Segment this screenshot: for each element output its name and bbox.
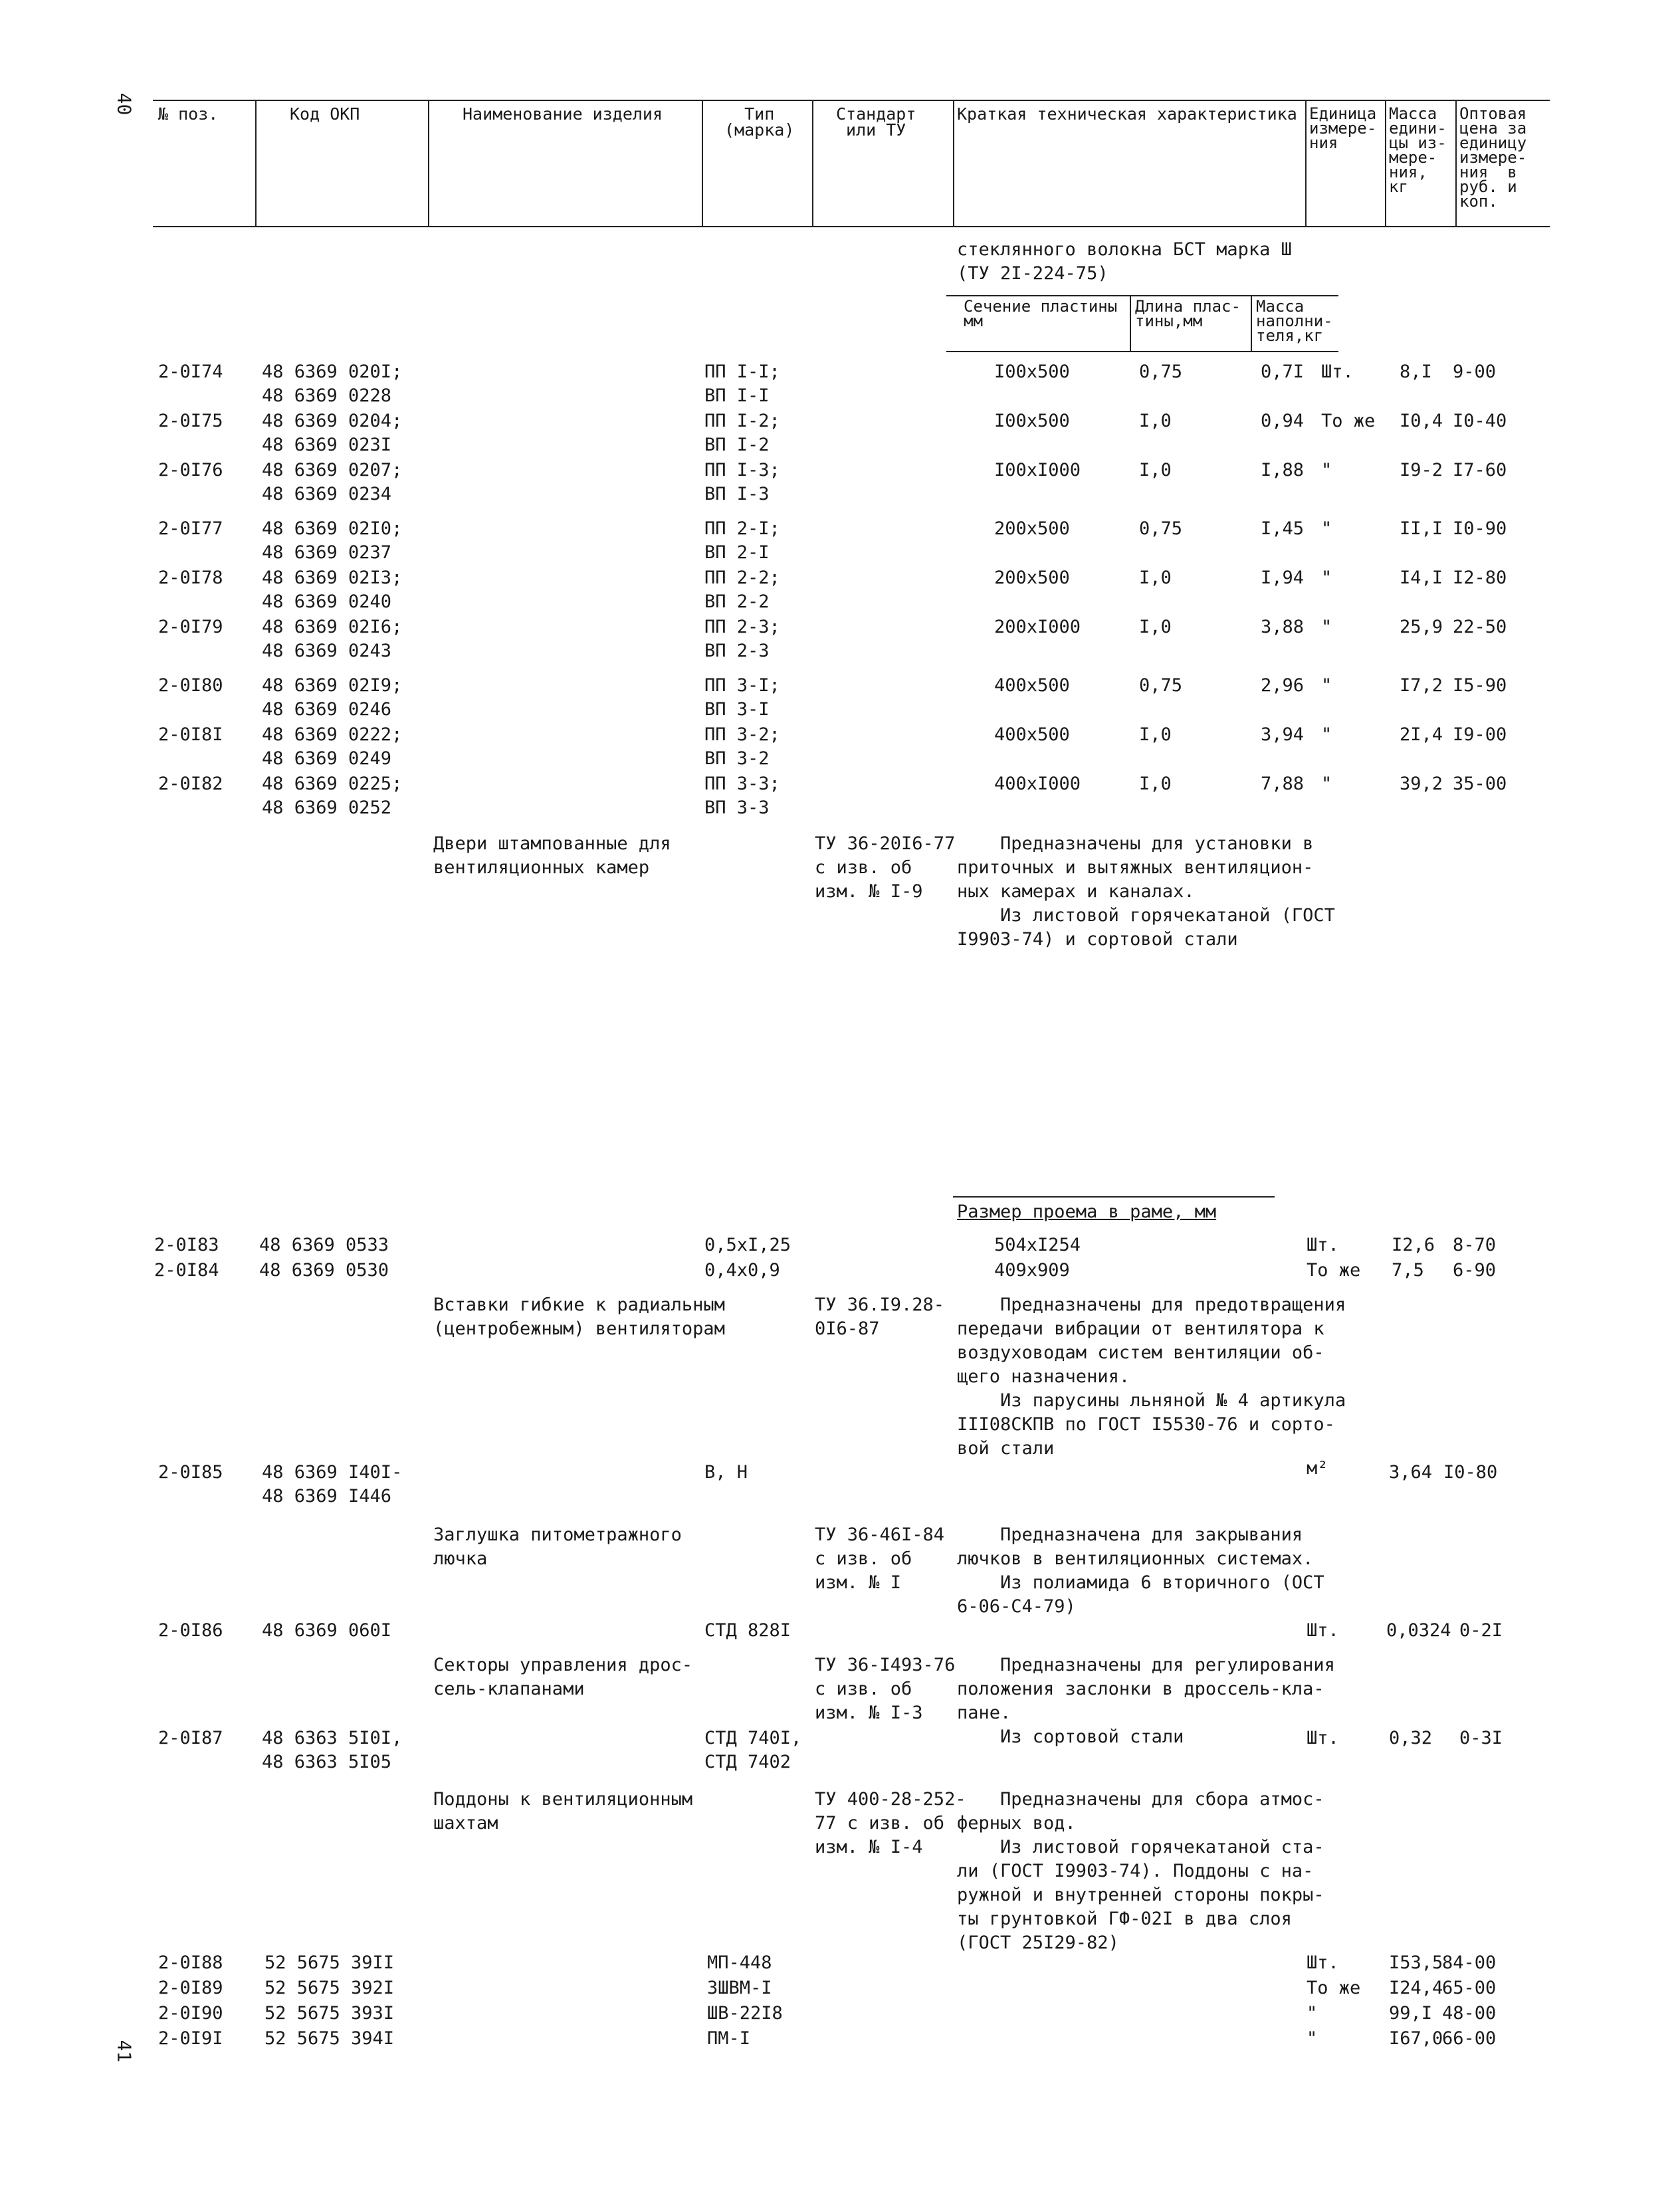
row-pos: 2-0I8I	[158, 724, 223, 745]
row-pos: 2-0I79	[158, 617, 223, 637]
row-length: I,0	[1139, 724, 1172, 745]
row-price: I7-60	[1453, 460, 1507, 480]
row-section: 400x500	[994, 675, 1070, 696]
row-unit: "	[1321, 774, 1332, 794]
row-okp: 48 6369 02I3; 48 6369 0240	[262, 568, 403, 612]
row-unit: Шт.	[1307, 1728, 1339, 1748]
row-section: 200x500	[994, 568, 1070, 588]
row-section: I00x500	[994, 411, 1070, 431]
row-pos: 2-0I88	[158, 1952, 223, 1973]
row-mass: I24,4	[1389, 1978, 1443, 1998]
row-length: I,0	[1139, 617, 1172, 637]
subheader-mass: Масса наполни- теля,кг	[1256, 297, 1333, 345]
row-mass: 0,0324	[1386, 1620, 1451, 1641]
row-okp: 48 6369 0530	[259, 1260, 389, 1281]
header-top-rule	[153, 100, 1550, 101]
inserts-description: Предназначены для предотвращения передачи вибрации от вентилятора к воздуховодам систем вентиляции об- щего назначения. Из парусины льняной № 4 артикула III08СКПВ по ГОСТ I5530-76 и сорто- вой стали	[957, 1295, 1346, 1459]
doors-name: Двери штампованные для вентиляционных камер	[433, 833, 671, 878]
row-unit: "	[1321, 675, 1332, 696]
trays-name: Поддоны к вентиляционным шахтам	[433, 1789, 693, 1833]
doors-standard: ТУ 36-20I6-77 с изв. об изм. № I-9	[815, 833, 956, 902]
row-okp: 48 6369 02I0; 48 6369 0237	[262, 518, 403, 563]
row-filler-mass: 7,88	[1260, 774, 1304, 794]
row-type: МП-448	[707, 1952, 772, 1973]
row-pos: 2-0I84	[154, 1260, 219, 1281]
header-type: Тип (марка)	[724, 104, 795, 140]
header-pos: № поз.	[158, 104, 219, 124]
row-okp: 52 5675 393I	[264, 2003, 395, 2024]
row-mass: 7,5	[1392, 1260, 1424, 1281]
header-mass: Масса едини- цы из- мере- ния, кг	[1389, 104, 1447, 196]
row-unit: То же	[1321, 411, 1376, 431]
inserts-standard: ТУ 36.I9.28- 0I6-87	[815, 1295, 945, 1339]
row-pos: 2-0I82	[158, 774, 223, 794]
row-mass: 3,64	[1389, 1462, 1433, 1483]
row-mass: 8,I	[1400, 362, 1432, 382]
row-section: 200x500	[994, 518, 1070, 539]
row-filler-mass: 3,88	[1260, 617, 1304, 637]
row-type: ПП 2-I; ВП 2-I	[704, 518, 780, 563]
row-filler-mass: 0,7I	[1260, 362, 1304, 382]
row-okp: 48 6369 0533	[259, 1235, 389, 1255]
row-unit: "	[1321, 518, 1332, 539]
row-price: 0-2I	[1459, 1620, 1503, 1641]
subheader-section: Сечение пластины мм	[964, 297, 1118, 330]
row-pos: 2-0I77	[158, 518, 223, 539]
row-mass: I53,5	[1389, 1952, 1443, 1973]
row-price: I9-00	[1453, 724, 1507, 745]
row-unit: "	[1321, 617, 1332, 637]
row-size: 409x909	[994, 1260, 1070, 1281]
row-price: 48-00	[1442, 2003, 1497, 2024]
row-okp: 48 6369 0222; 48 6369 0249	[262, 724, 403, 769]
row-unit: "	[1321, 724, 1332, 745]
row-pos: 2-0I85	[158, 1462, 223, 1483]
row-section: I00xI000	[994, 460, 1081, 480]
row-length: I,0	[1139, 774, 1172, 794]
row-mass: I2,6	[1392, 1235, 1435, 1255]
inserts-name: Вставки гибкие к радиальным (центробежным) вентиляторам	[433, 1295, 725, 1339]
sub-divider	[1130, 295, 1131, 351]
row-okp: 48 6369 02I6; 48 6369 0243	[262, 617, 403, 661]
header-unit: Единица измере- ния	[1309, 104, 1377, 152]
row-mass: I0,4	[1400, 411, 1443, 431]
sub-divider	[1251, 295, 1252, 351]
plug-description: Предназначена для закрывания лючков в вентиляционных системах. Из полиамида 6 вторичного (ОСТ 6-06-С4-79)	[957, 1524, 1324, 1617]
doors-size-header: Размер проема в раме, мм	[957, 1202, 1217, 1222]
col-divider	[1305, 100, 1307, 226]
col-divider	[953, 100, 954, 226]
row-price: 8-70	[1453, 1235, 1497, 1255]
row-price: I5-90	[1453, 675, 1507, 696]
row-mass: I4,I	[1400, 568, 1443, 588]
sectors-name: Секторы управления дрос- сель-клапанами	[433, 1655, 693, 1699]
row-filler-mass: I,88	[1260, 460, 1304, 480]
page-number-bottom: 41	[113, 2040, 136, 2063]
row-filler-mass: 2,96	[1260, 675, 1304, 696]
row-okp: 48 6369 I40I- 48 6369 I446	[262, 1462, 403, 1507]
row-pos: 2-0I89	[158, 1978, 223, 1998]
size-header-top-rule	[953, 1196, 1275, 1198]
row-mass: 2I,4	[1400, 724, 1443, 745]
row-price: 6-90	[1453, 1260, 1497, 1281]
row-type: ПП 3-I; ВП 3-I	[704, 675, 780, 720]
row-okp: 48 6369 0204; 48 6369 023I	[262, 411, 403, 455]
header-brief: Краткая техническая характеристика	[957, 104, 1297, 124]
header-name: Наименование изделия	[463, 104, 663, 124]
row-unit: "	[1307, 2003, 1318, 2024]
row-price: 35-00	[1453, 774, 1507, 794]
row-type: ПМ-I	[707, 2028, 751, 2049]
subheader-length: Длина плас- тины,мм	[1135, 297, 1241, 330]
row-price: 22-50	[1453, 617, 1507, 637]
row-section: I00x500	[994, 362, 1070, 382]
row-type: 0,4x0,9	[704, 1260, 780, 1281]
row-length: I,0	[1139, 411, 1172, 431]
row-okp: 52 5675 394I	[264, 2028, 395, 2049]
row-type: ШВ-22I8	[707, 2003, 783, 2024]
row-pos: 2-0I86	[158, 1620, 223, 1641]
header-price: Оптовая цена за единицу измере- ния в руб. и коп.	[1459, 104, 1527, 211]
row-type: ПП 3-3; ВП 3-3	[704, 774, 780, 818]
row-unit: "	[1307, 2028, 1318, 2049]
row-length: 0,75	[1139, 675, 1183, 696]
row-okp: 52 5675 39II	[264, 1952, 395, 1973]
trays-description: Предназначены для сбора атмос- ферных вод. Из листовой горячекатаной ста- ли (ГОСТ I9903-74). Поддоны с на- ружной и внутренней стороны покры- ты грунтовкой ГФ-02I в два слоя (ГОСТ 25I29-82)	[957, 1789, 1324, 1953]
subheader-top-rule	[946, 295, 1338, 296]
header-standard: Стандарт или ТУ	[836, 104, 916, 140]
row-price: I0-90	[1453, 518, 1507, 539]
plug-name: Заглушка питометражного лючка	[433, 1524, 682, 1569]
row-filler-mass: I,45	[1260, 518, 1304, 539]
row-length: I,0	[1139, 568, 1172, 588]
row-type: ПП I-I; ВП I-I	[704, 362, 780, 406]
col-divider	[255, 100, 257, 226]
row-price: I0-80	[1443, 1462, 1498, 1483]
row-length: 0,75	[1139, 362, 1183, 382]
row-pos: 2-0I83	[154, 1235, 219, 1255]
row-unit: "	[1321, 460, 1332, 480]
row-price: 65-00	[1442, 1978, 1497, 1998]
row-okp: 52 5675 392I	[264, 1978, 395, 1998]
row-okp: 48 6369 020I; 48 6369 0228	[262, 362, 403, 406]
col-divider	[1385, 100, 1386, 226]
row-section: 200xI000	[994, 617, 1081, 637]
row-type: ЗШВМ-I	[707, 1978, 772, 1998]
row-mass: I7,2	[1400, 675, 1443, 696]
row-mass: I67,0	[1389, 2028, 1443, 2049]
row-unit: То же	[1307, 1260, 1361, 1281]
row-price: 9-00	[1453, 362, 1497, 382]
row-type: ПП 2-2; ВП 2-2	[704, 568, 780, 612]
section-intro: стеклянного волокна БСТ марка Ш (ТУ 2I-224-75)	[957, 239, 1292, 284]
row-filler-mass: I,94	[1260, 568, 1304, 588]
row-pos: 2-0I90	[158, 2003, 223, 2024]
row-pos: 2-0I74	[158, 362, 223, 382]
row-type: ПП I-2; ВП I-2	[704, 411, 780, 455]
row-unit: Шт.	[1307, 1235, 1339, 1255]
row-unit: Шт.	[1307, 1620, 1339, 1641]
row-type: СТД 740I, СТД 7402	[704, 1728, 802, 1772]
row-price: 0-3I	[1459, 1728, 1503, 1748]
row-okp: 48 6369 02I9; 48 6369 0246	[262, 675, 403, 720]
sectors-standard: ТУ 36-I493-76 с изв. об изм. № I-3	[815, 1655, 956, 1723]
row-size: 504xI254	[994, 1235, 1081, 1255]
col-divider	[1455, 100, 1457, 226]
row-mass: 25,9	[1400, 617, 1443, 637]
row-pos: 2-0I78	[158, 568, 223, 588]
header-bottom-rule	[153, 226, 1550, 227]
row-unit: То же	[1307, 1978, 1361, 1998]
row-pos: 2-0I87	[158, 1728, 223, 1748]
row-type: 0,5xI,25	[704, 1235, 791, 1255]
row-price: I0-40	[1453, 411, 1507, 431]
row-okp: 48 6369 060I	[262, 1620, 392, 1641]
row-type: ПП I-3; ВП I-3	[704, 460, 780, 504]
row-pos: 2-0I75	[158, 411, 223, 431]
plug-standard: ТУ 36-46I-84 с изв. об изм. № I	[815, 1524, 945, 1593]
row-section: 400xI000	[994, 774, 1081, 794]
row-section: 400x500	[994, 724, 1070, 745]
row-type: ПП 2-3; ВП 2-3	[704, 617, 780, 661]
row-type: ПП 3-2; ВП 3-2	[704, 724, 780, 769]
header-okp: Код ОКП	[290, 104, 360, 124]
row-filler-mass: 0,94	[1260, 411, 1304, 431]
col-divider	[428, 100, 429, 226]
row-unit: м²	[1307, 1458, 1328, 1479]
row-type: СТД 828I	[704, 1620, 791, 1641]
row-mass: 39,2	[1400, 774, 1443, 794]
row-unit: "	[1321, 568, 1332, 588]
page-number-top: 40	[113, 92, 136, 116]
row-okp: 48 6369 0225; 48 6369 0252	[262, 774, 403, 818]
row-mass: I9-2	[1400, 460, 1443, 480]
row-price: I2-80	[1453, 568, 1507, 588]
row-unit: Шт.	[1307, 1952, 1339, 1973]
row-price: 66-00	[1442, 2028, 1497, 2049]
row-pos: 2-0I9I	[158, 2028, 223, 2049]
subheader-bottom-rule	[946, 351, 1338, 352]
row-mass: 0,32	[1389, 1728, 1433, 1748]
col-divider	[702, 100, 703, 226]
row-length: I,0	[1139, 460, 1172, 480]
row-okp: 48 6363 5I0I, 48 6363 5I05	[262, 1728, 403, 1772]
row-filler-mass: 3,94	[1260, 724, 1304, 745]
trays-standard: ТУ 400-28-252- 77 с изв. об изм. № I-4	[815, 1789, 966, 1857]
row-mass: II,I	[1400, 518, 1443, 539]
row-price: 84-00	[1442, 1952, 1497, 1973]
row-type: В, Н	[704, 1462, 748, 1483]
sectors-description: Предназначены для регулирования положения заслонки в дроссель-кла- пане. Из сортовой стали	[957, 1655, 1335, 1747]
row-unit: Шт.	[1321, 362, 1354, 382]
row-okp: 48 6369 0207; 48 6369 0234	[262, 460, 403, 504]
col-divider	[812, 100, 813, 226]
row-mass: 99,I	[1389, 2003, 1433, 2024]
row-pos: 2-0I76	[158, 460, 223, 480]
row-pos: 2-0I80	[158, 675, 223, 696]
doors-description: Предназначены для установки в приточных и вытяжных вентиляцион- ных камерах и каналах. Из листовой горячекатаной (ГОСТ I9903-74) и сортовой стали	[957, 833, 1335, 950]
row-length: 0,75	[1139, 518, 1183, 539]
